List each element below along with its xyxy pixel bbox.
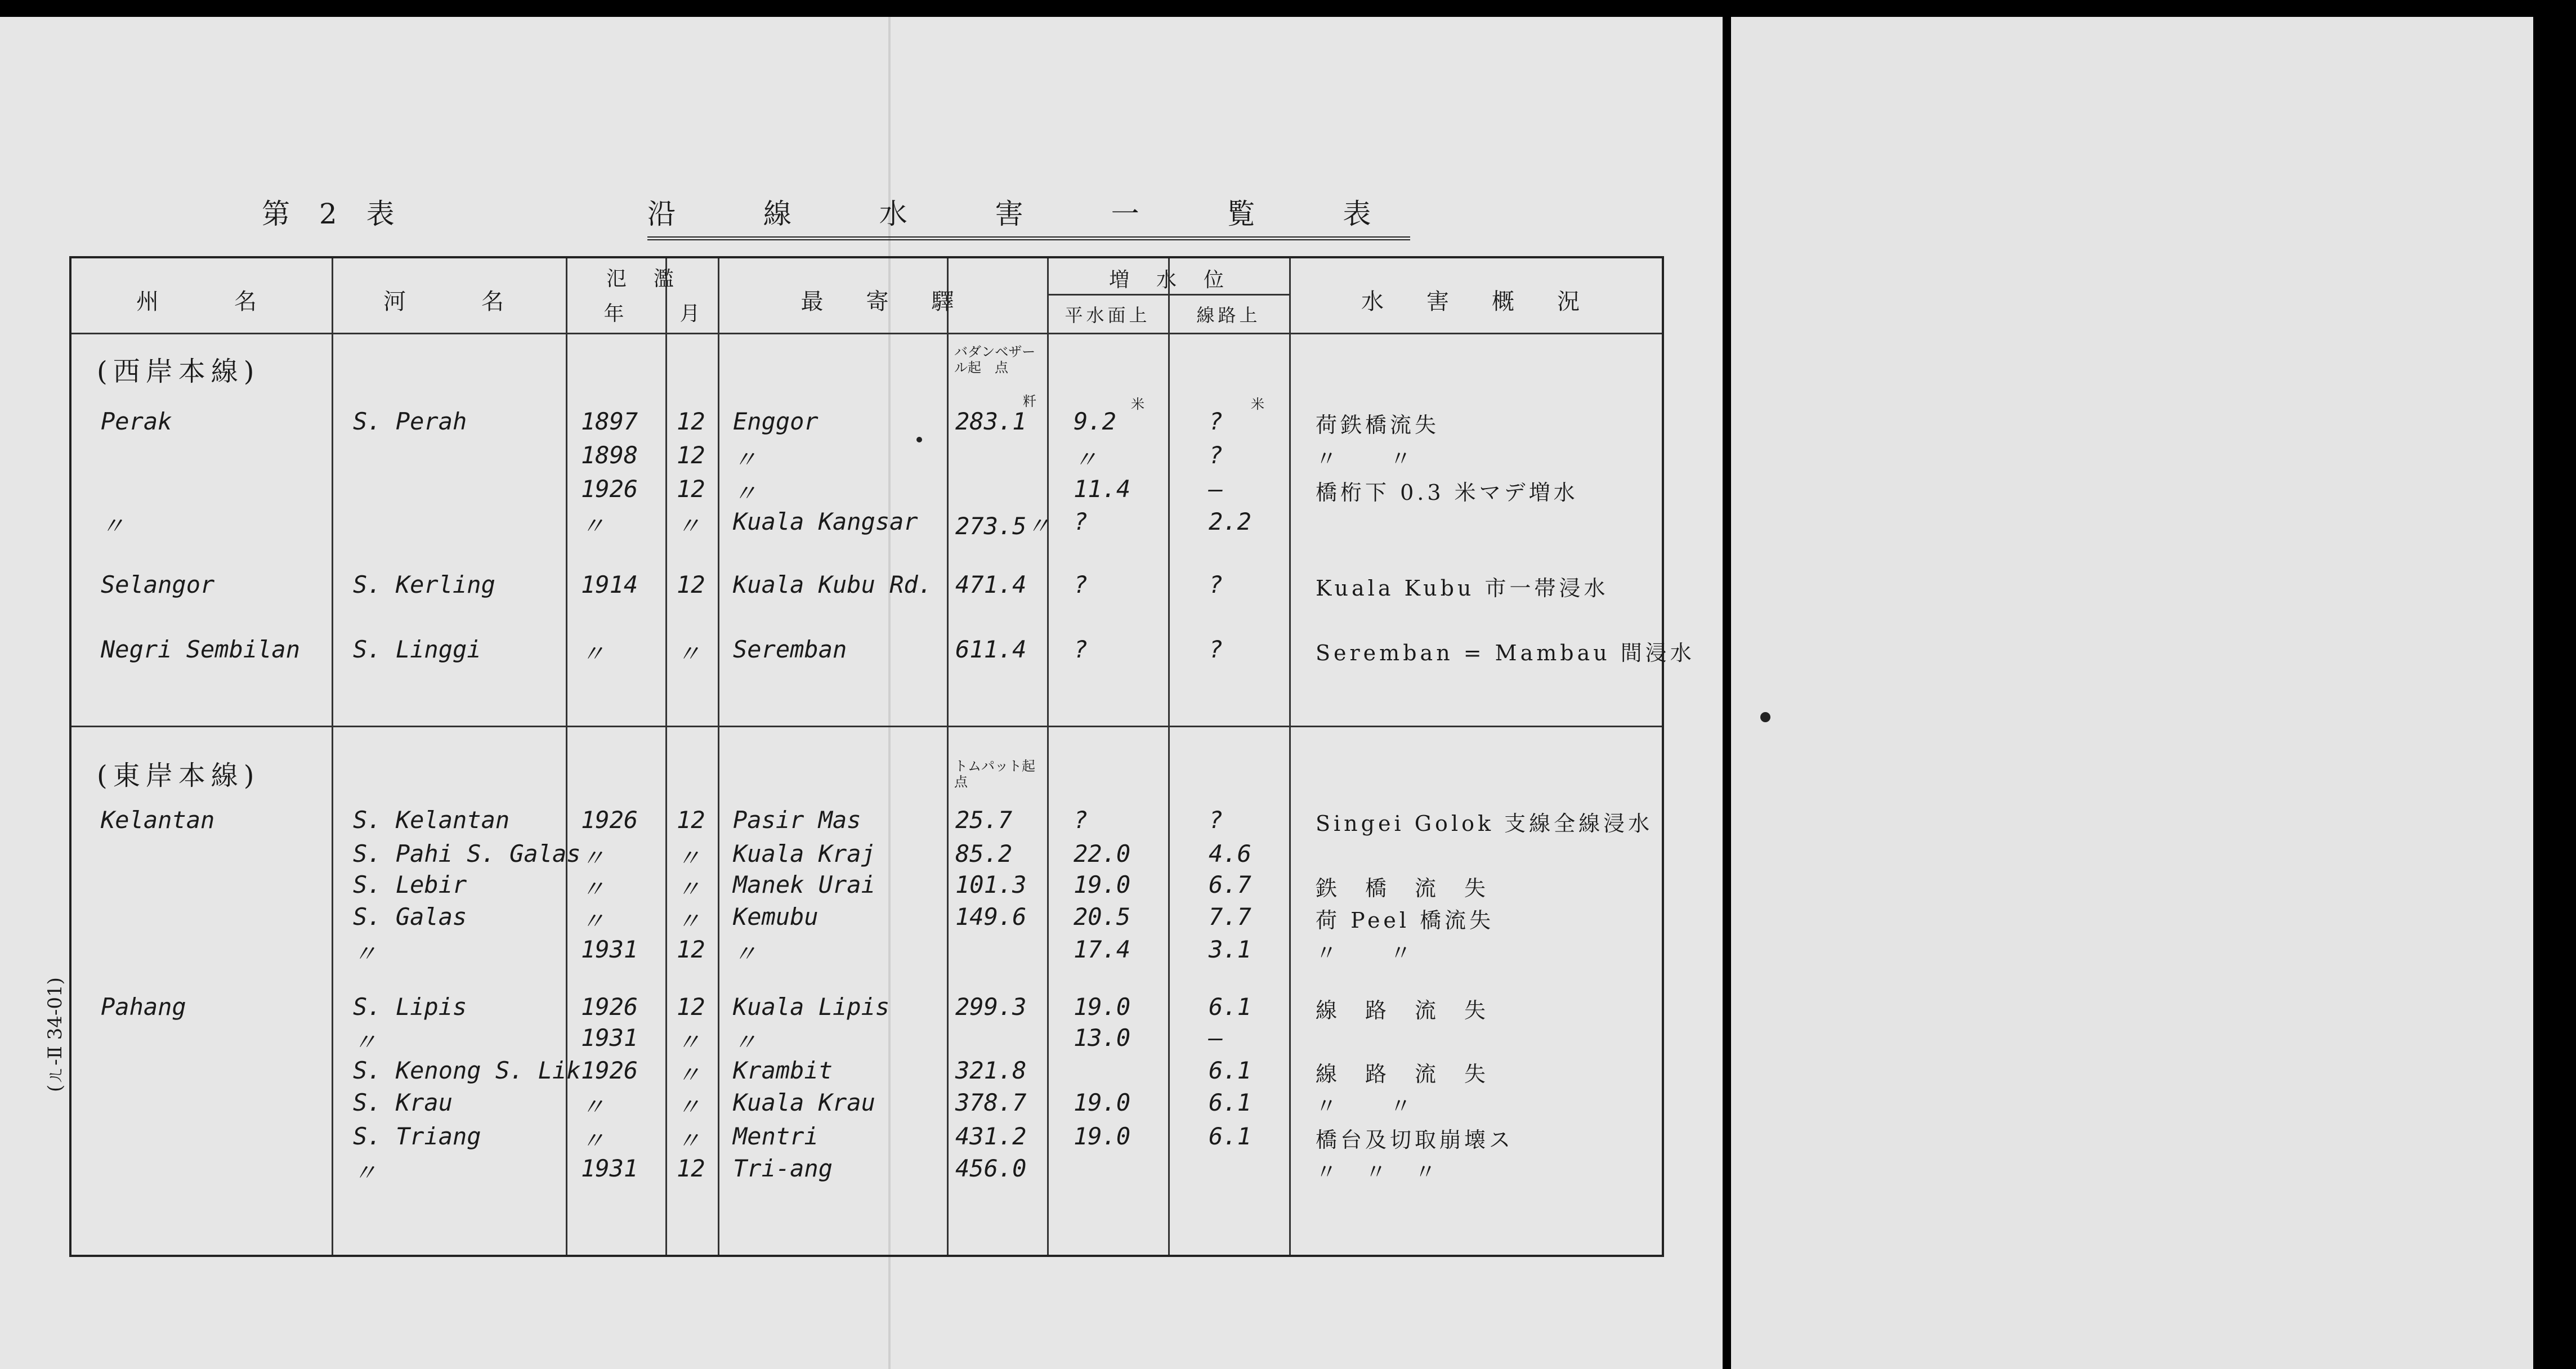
cell-month: 12 [677,571,705,598]
cell-month: 12 [677,441,705,469]
cell-month: 〃 [677,640,701,668]
cell-month: 12 [677,475,705,503]
cell-year: 1931 [581,936,638,963]
cell-year: 1931 [581,1024,638,1052]
cell-station: 〃 [733,446,757,473]
cell-state: Selangor [101,571,215,598]
cell-t: ? [1209,408,1223,435]
cell-w: 19.0 [1074,993,1131,1021]
cell-km: 431.2 [955,1122,1027,1150]
cell-note: Seremban = Mambau 間浸水 [1316,641,1695,665]
cell-w: 〃 [1074,446,1098,473]
header-situation: 水 害 概 況 [1361,289,1590,315]
ink-speck [1760,712,1770,722]
cell-km: 273.5〃 [955,512,1050,540]
cell-station: 〃 [733,480,757,507]
unit-metre-track: 米 [1251,396,1264,412]
cell-year: 〃 [581,1093,605,1121]
cell-river: S. Pahi S. Galas [353,840,581,867]
cell-w: 11.4 [1074,475,1131,503]
cell-note: 鉄 橋 流 失 [1316,876,1490,901]
cell-year: 1926 [581,1057,638,1084]
cell-note: 橋桁下 0.3 米マデ増水 [1316,480,1578,505]
cell-year: 〃 [581,512,605,540]
header-month: 月 [679,302,704,325]
cell-t: ? [1209,571,1223,598]
cell-w: ? [1074,636,1088,663]
cell-note: 荷鉄橋流失 [1316,413,1440,437]
cell-station: Kuala Krau [733,1089,875,1116]
cell-station: Pasir Mas [733,806,861,834]
cell-note: 橋台及切取崩壊ス [1316,1128,1514,1152]
header-river: 河 名 [383,289,514,315]
cell-station: Kemubu [733,903,819,930]
cell-w: 19.0 [1074,1089,1131,1116]
cell-station: Kuala Kubu Rd. [733,571,933,598]
cell-station: 〃 [733,940,757,968]
header-rise: 増 水 位 [1108,269,1227,292]
cell-year: 1926 [581,993,638,1021]
cell-year: 1926 [581,475,638,503]
cell-km: 85.2 [955,840,1013,867]
side-code: (ㄦ-Ⅱ 34-01) [44,977,66,1092]
cell-t: 6.1 [1209,1057,1251,1084]
cell-year: 1897 [581,408,638,435]
cell-month: 12 [677,993,705,1021]
cell-t: 6.1 [1209,1089,1251,1116]
cell-w: 13.0 [1074,1024,1131,1052]
cell-state: Negri Sembilan [101,636,301,663]
cell-km: 25.7 [955,806,1013,834]
cell-month: 〃 [677,875,701,903]
cell-t: 6.1 [1209,1122,1251,1150]
unit-dist-west: バダンベザール起 点 [954,344,1036,375]
unit-metre-water: 米 [1131,396,1144,412]
cell-w: 19.0 [1074,1122,1131,1150]
header-station: 最 寄 驛 [800,289,964,315]
unit-km-mark: 粁 [1023,393,1036,409]
header-above-water: 平水面上 [1065,305,1151,326]
cell-year: 〃 [581,640,605,668]
flood-table [69,256,1695,1257]
cell-year: 〃 [581,844,605,872]
cell-w: ? [1074,571,1088,598]
cell-month: 〃 [677,1093,701,1121]
cell-w: 9.2 [1074,408,1116,435]
cell-year: 1926 [581,806,638,834]
cell-w: 22.0 [1074,840,1131,867]
section-west: (西岸本線) [97,356,260,387]
cell-km: 101.3 [955,871,1027,898]
cell-year: 1898 [581,441,638,469]
cell-station: Kuala Kangsar [733,508,918,535]
cell-w: 20.5 [1074,903,1131,930]
header-above-track: 線路上 [1196,305,1261,326]
cell-state: Pahang [101,993,186,1021]
header-year: 年 [603,302,628,325]
table-label: 第 2 表 [262,198,405,230]
cell-km: 283.1 [955,408,1027,435]
cell-station: Manek Urai [733,871,875,898]
cell-river: 〃 [353,1159,377,1187]
cell-km: 471.4 [955,571,1027,598]
cell-month: 〃 [677,844,701,872]
cell-t: 2.2 [1209,508,1251,535]
cell-month: 12 [677,1155,705,1182]
header-flood: 氾 濫 [606,267,677,290]
cell-km: 378.7 [955,1089,1027,1116]
cell-note: 〃 〃 [1316,446,1415,471]
cell-month: 12 [677,936,705,963]
cell-river: S. Linggi [353,636,481,663]
cell-station: Mentri [733,1122,819,1150]
cell-t: — [1209,1024,1223,1052]
cell-km: 299.3 [955,993,1027,1021]
section-east: (東岸本線) [97,760,260,791]
cell-station: Enggor [733,408,819,435]
cell-month: 〃 [677,1028,701,1056]
cell-river: S. Lebir [353,871,467,898]
cell-t: 6.7 [1209,871,1251,898]
cell-year: 1914 [581,571,638,598]
cell-note: 荷 Peel 橋流失 [1316,908,1495,933]
cell-year: 〃 [581,1127,605,1155]
cell-year: 1931 [581,1155,638,1182]
cell-station: Seremban [733,636,847,663]
cell-year: 〃 [581,875,605,903]
cell-state: Kelantan [101,806,215,834]
cell-t: 4.6 [1209,840,1251,867]
cell-km: 611.4 [955,636,1027,663]
cell-t: 3.1 [1209,936,1251,963]
ink-speck [916,437,922,442]
cell-river: S. Galas [353,903,467,930]
cell-w: ? [1074,508,1088,535]
cell-t: ? [1209,806,1223,834]
cell-t: 6.1 [1209,993,1251,1021]
cell-river: S. Krau [353,1089,453,1116]
cell-month: 〃 [677,512,701,540]
cell-station: Krambit [733,1057,833,1084]
cell-station: Kuala Kraj [733,840,875,867]
cell-river: S. Lipis [353,993,467,1021]
cell-river: S. Kelantan [353,806,510,834]
cell-river: S. Kenong S. Lik [353,1057,581,1084]
document-title: 沿 線 水 害 一 覧 表 [647,191,1410,240]
cell-river: S. Perah [353,408,467,435]
cell-river: 〃 [353,940,377,968]
cell-year: 〃 [581,907,605,935]
cell-km: 456.0 [955,1155,1027,1182]
cell-note: Kuala Kubu 市一帯浸水 [1316,576,1609,601]
cell-t: ? [1209,636,1223,663]
cell-note: 線 路 流 失 [1316,1062,1490,1086]
cell-river: 〃 [353,1028,377,1056]
cell-station: Kuala Lipis [733,993,890,1021]
cell-w: 17.4 [1074,936,1131,963]
cell-t: — [1209,475,1223,503]
unit-dist-east: トムパット起 点 [954,758,1049,790]
cell-note: 〃 〃 [1316,1094,1415,1119]
cell-t: 7.7 [1209,903,1251,930]
cell-t: ? [1209,441,1223,469]
cell-note: 線 路 流 失 [1316,998,1490,1023]
cell-month: 〃 [677,907,701,935]
cell-month: 12 [677,806,705,834]
cell-state: Perak [101,408,172,435]
cell-w: 19.0 [1074,871,1131,898]
cell-note: Singei Golok 支線全線浸水 [1316,811,1653,836]
header-state: 州 名 [136,289,267,315]
cell-note: 〃 〃 〃 [1316,1160,1440,1184]
cell-w: ? [1074,806,1088,834]
cell-month: 〃 [677,1127,701,1155]
cell-km: 149.6 [955,903,1027,930]
cell-station: 〃 [733,1028,757,1056]
cell-river: S. Triang [353,1122,481,1150]
cell-station: Tri-ang [733,1155,833,1182]
cell-month: 12 [677,408,705,435]
cell-note: 〃 〃 [1316,941,1415,965]
cell-km: 321.8 [955,1057,1027,1084]
blank-facing-page [1731,17,2533,1369]
cell-river: S. Kerling [353,571,495,598]
cell-state: 〃 [101,512,125,540]
cell-month: 〃 [677,1061,701,1089]
